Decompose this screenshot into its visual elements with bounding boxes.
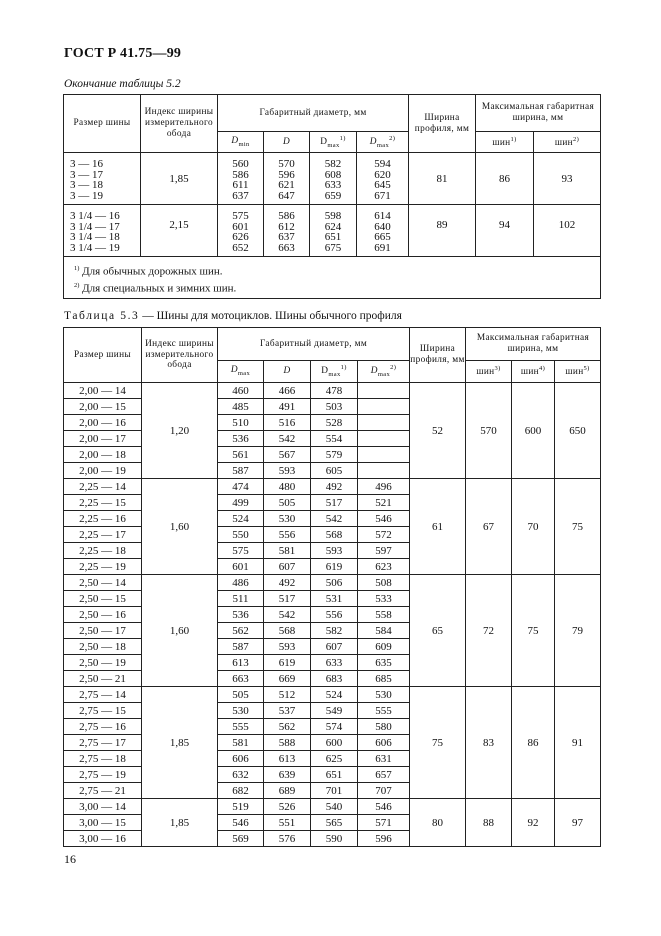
- dmin-cell: [218, 153, 264, 205]
- dmax2-value: 631: [358, 751, 410, 767]
- max-width-tire5: 97: [555, 799, 601, 847]
- tire-size: 3 1/4 — 16: [70, 210, 120, 222]
- col-header-max-width: Максимальная габаритная ширина, мм: [476, 95, 601, 132]
- footnote: [74, 279, 594, 296]
- dmin-value: 586: [232, 168, 249, 181]
- dmax1-value: 651: [311, 767, 358, 783]
- page-number: 16: [64, 852, 76, 866]
- max-width-tire1: 94: [476, 205, 534, 257]
- dmax2-value: [358, 463, 410, 479]
- table-row: [64, 383, 601, 399]
- dmax-value: 510: [218, 415, 264, 431]
- d-value: 512: [264, 687, 311, 703]
- d-value: 551: [264, 815, 311, 831]
- dmax1-value: 625: [311, 751, 358, 767]
- dmax1-value: 659: [324, 189, 342, 202]
- t53-col-header-tire3: шин$^{3)}$: [466, 361, 512, 383]
- tire-size: 2,25 — 16: [64, 511, 142, 527]
- rim-index: 1,85: [141, 153, 218, 205]
- tire-size: 2,75 — 14: [64, 687, 142, 703]
- dmax2-value: [358, 415, 410, 431]
- tire-size: 2,00 — 16: [64, 415, 142, 431]
- d-cell: [264, 153, 310, 205]
- d-value: 492: [264, 575, 311, 591]
- tire-size: 2,75 — 21: [64, 783, 142, 799]
- dmax2-value: 571: [358, 815, 410, 831]
- profile-width: 89: [409, 205, 476, 257]
- t53-col-header-dmax: $D_{max}$: [218, 361, 264, 383]
- dmax1-value: 542: [311, 511, 358, 527]
- dmax2-value: 533: [358, 591, 410, 607]
- tire-size: 2,25 — 18: [64, 543, 142, 559]
- dmin-value: 626: [232, 231, 249, 243]
- dmax1-value: 593: [311, 543, 358, 559]
- dmax2-value: [358, 383, 410, 399]
- d-value: 689: [264, 783, 311, 799]
- t53-col-header-size: Размер шины: [64, 328, 142, 383]
- d-value: 612: [278, 220, 295, 233]
- footnote-text: Для обычных дорожных шин.: [82, 265, 223, 278]
- tire-size: 2,25 — 15: [64, 495, 142, 511]
- profile-width: 81: [409, 153, 476, 205]
- dmin-value: 637: [232, 189, 249, 202]
- max-width-tire5: 75: [555, 479, 601, 575]
- dmax1-value: 528: [311, 415, 358, 431]
- d-value: 613: [264, 751, 311, 767]
- d-value: 567: [264, 447, 311, 463]
- col-header-size: Размер шины: [64, 95, 141, 153]
- tire-size: 2,25 — 17: [64, 527, 142, 543]
- profile-width: 80: [410, 799, 466, 847]
- t53-col-header-tire4: шин$^{4)}$: [512, 361, 555, 383]
- d-value: 491: [264, 399, 311, 415]
- footnote-mark: 1): [74, 265, 80, 272]
- dmax2-value: 508: [358, 575, 410, 591]
- dmax2-value: 558: [358, 607, 410, 623]
- d-value: 593: [264, 639, 311, 655]
- tire-size: 2,75 — 16: [64, 719, 142, 735]
- rim-index: 1,60: [142, 575, 218, 687]
- t53-col-header-rim-index: Индекс ширины измерительного обода: [142, 328, 218, 383]
- col-header-tire2: шин$^{2)}$: [534, 132, 601, 153]
- dmin-value: 611: [232, 179, 249, 191]
- table-row: [64, 799, 601, 815]
- d-value: 530: [264, 511, 311, 527]
- dmax1-value: 683: [311, 671, 358, 687]
- dmax1-value: 651: [324, 231, 342, 243]
- dmax-value: 606: [218, 751, 264, 767]
- tire-size: 3,00 — 16: [64, 831, 142, 847]
- tire-size-cell: [64, 153, 141, 205]
- col-header-overall-diameter: Габаритный диаметр, мм: [218, 95, 409, 132]
- tire-size: 2,25 — 14: [64, 479, 142, 495]
- dmax-value: 575: [218, 543, 264, 559]
- d-value: 621: [278, 179, 295, 191]
- dmax2-value: 609: [358, 639, 410, 655]
- dmax2-value: 606: [358, 735, 410, 751]
- tire-size-cell: [64, 205, 141, 257]
- col-header-tire1: шин$^{1)}$: [476, 132, 534, 153]
- dmax2-value: 640: [374, 220, 391, 233]
- dmax2-value: 594: [374, 158, 391, 170]
- footnotes-row: [64, 257, 601, 299]
- profile-width: 75: [410, 687, 466, 799]
- d-value: 669: [264, 671, 311, 687]
- dmax-value: 499: [218, 495, 264, 511]
- dmax2-value: [358, 399, 410, 415]
- max-width-tire2: 93: [534, 153, 601, 205]
- dmax-value: 613: [218, 655, 264, 671]
- tire-size: 2,75 — 19: [64, 767, 142, 783]
- footnote: [74, 262, 594, 279]
- d-value: 517: [264, 591, 311, 607]
- dmin-value: 575: [232, 210, 249, 222]
- dmax2-value: 671: [374, 189, 391, 202]
- dmax-value: 601: [218, 559, 264, 575]
- max-width-tire4: 600: [512, 383, 555, 479]
- dmax-value: 460: [218, 383, 264, 399]
- dmin-value: 652: [232, 241, 249, 254]
- dmax1-value: 590: [311, 831, 358, 847]
- dmax1-value: 517: [311, 495, 358, 511]
- rim-index: 1,85: [142, 799, 218, 847]
- dmax2-value: 614: [374, 210, 391, 222]
- tire-size: 2,25 — 19: [64, 559, 142, 575]
- max-width-tire5: 79: [555, 575, 601, 687]
- d-value: 639: [264, 767, 311, 783]
- tire-size: 3 1/4 — 17: [70, 220, 120, 233]
- dmax1-value: 554: [311, 431, 358, 447]
- tire-size: 2,00 — 17: [64, 431, 142, 447]
- dmax1-value: 607: [311, 639, 358, 655]
- dmax2-value: 496: [358, 479, 410, 495]
- d-value: 505: [264, 495, 311, 511]
- dmin-value: 601: [232, 220, 249, 233]
- dmax-value: 682: [218, 783, 264, 799]
- d-value: 586: [278, 210, 295, 222]
- max-width-tire3: 67: [466, 479, 512, 575]
- dmax2-value: 555: [358, 703, 410, 719]
- tire-size: 2,50 — 17: [64, 623, 142, 639]
- col-header-dmax1: $D_{max}^{1)}$: [310, 132, 357, 153]
- table-5-2-continuation-caption: Окончание таблицы 5.2: [64, 78, 181, 90]
- table-row: [64, 479, 601, 495]
- tire-size: 2,75 — 18: [64, 751, 142, 767]
- dmin-cell: [218, 205, 264, 257]
- dmax2-value: 546: [358, 799, 410, 815]
- d-value: 542: [264, 431, 311, 447]
- dmax2-value: [358, 447, 410, 463]
- dmax-value: 524: [218, 511, 264, 527]
- dmax2-value: 572: [358, 527, 410, 543]
- dmax-value: 561: [218, 447, 264, 463]
- dmax2-value: 530: [358, 687, 410, 703]
- col-header-rim-index: Индекс ширины измерительного обода: [141, 95, 218, 153]
- footnotes: [64, 257, 601, 299]
- dmax1-value: 568: [311, 527, 358, 543]
- tire-size: 3,00 — 14: [64, 799, 142, 815]
- dmax1-value: 524: [311, 687, 358, 703]
- dmax1-value: 608: [324, 168, 342, 181]
- dmax2-cell: [357, 205, 409, 257]
- dmax1-value: 503: [311, 399, 358, 415]
- dmax2-value: 584: [358, 623, 410, 639]
- dmax1-value: 633: [324, 179, 342, 191]
- dmax1-value: 600: [311, 735, 358, 751]
- tire-size: 3 — 16: [70, 158, 103, 170]
- dmax2-value: 596: [358, 831, 410, 847]
- d-value: 537: [264, 703, 311, 719]
- dmax1-value: 624: [324, 220, 342, 233]
- t53-col-header-overall-diameter: Габаритный диаметр, мм: [218, 328, 410, 361]
- d-value: 637: [278, 231, 295, 243]
- table-5-3: [63, 327, 601, 847]
- rim-index: 1,60: [142, 479, 218, 575]
- rim-index: 1,20: [142, 383, 218, 479]
- table-row: [64, 205, 601, 257]
- dmax2-value: 623: [358, 559, 410, 575]
- max-width-tire5: 650: [555, 383, 601, 479]
- d-value: 568: [264, 623, 311, 639]
- profile-width: 61: [410, 479, 466, 575]
- dmax-value: 485: [218, 399, 264, 415]
- max-width-tire3: 88: [466, 799, 512, 847]
- tire-size: 2,50 — 16: [64, 607, 142, 623]
- dmax2-value: 657: [358, 767, 410, 783]
- t53-col-header-dmax2: $D_{max}^{2)}$: [358, 361, 410, 383]
- tire-size: 2,00 — 19: [64, 463, 142, 479]
- tire-size: 3 — 17: [70, 168, 103, 181]
- dmax2-value: 707: [358, 783, 410, 799]
- dmax2-value: 645: [374, 179, 391, 191]
- tire-size: 2,50 — 19: [64, 655, 142, 671]
- dmax-value: 505: [218, 687, 264, 703]
- dmax-value: 581: [218, 735, 264, 751]
- dmax1-cell: [310, 153, 357, 205]
- dmax1-cell: [310, 205, 357, 257]
- t53-col-header-max-width: Максимальная габаритная ширина, мм: [466, 328, 601, 361]
- dmax1-value: 565: [311, 815, 358, 831]
- dmax-value: 663: [218, 671, 264, 687]
- d-value: 516: [264, 415, 311, 431]
- d-value: 570: [278, 158, 295, 170]
- dmax-value: 511: [218, 591, 264, 607]
- dmax1-value: 582: [311, 623, 358, 639]
- d-value: 562: [264, 719, 311, 735]
- dmax1-value: 633: [311, 655, 358, 671]
- dmax-value: 519: [218, 799, 264, 815]
- dmax2-value: 665: [374, 231, 391, 243]
- d-value: 480: [264, 479, 311, 495]
- tire-size: 2,50 — 15: [64, 591, 142, 607]
- col-header-dmax2: $D_{max}^{2)}$: [357, 132, 409, 153]
- tire-size: 2,50 — 18: [64, 639, 142, 655]
- dmax-value: 474: [218, 479, 264, 495]
- dmax-value: 587: [218, 639, 264, 655]
- dmax2-value: 691: [374, 241, 391, 254]
- col-header-d: D: [264, 132, 310, 153]
- max-width-tire4: 75: [512, 575, 555, 687]
- table-row: [64, 575, 601, 591]
- dmax1-value: 556: [311, 607, 358, 623]
- dmax-value: 486: [218, 575, 264, 591]
- table-5-3-caption: Таблица 5.3 — Шины для мотоциклов. Шины обычного профиля: [64, 310, 402, 322]
- max-width-tire5: 91: [555, 687, 601, 799]
- d-value: 647: [278, 189, 295, 202]
- table-row: [64, 153, 601, 205]
- dmax-value: 569: [218, 831, 264, 847]
- max-width-tire3: 83: [466, 687, 512, 799]
- dmax-value: 555: [218, 719, 264, 735]
- dmax1-value: 619: [311, 559, 358, 575]
- dmax1-value: 549: [311, 703, 358, 719]
- d-value: 607: [264, 559, 311, 575]
- tire-size: 2,75 — 17: [64, 735, 142, 751]
- dmax-value: 536: [218, 607, 264, 623]
- dmax1-value: 598: [324, 210, 342, 222]
- max-width-tire3: 72: [466, 575, 512, 687]
- d-value: 596: [278, 168, 295, 181]
- dmax2-value: 685: [358, 671, 410, 687]
- dmax-value: 562: [218, 623, 264, 639]
- max-width-tire4: 86: [512, 687, 555, 799]
- dmax1-value: 531: [311, 591, 358, 607]
- d-value: 526: [264, 799, 311, 815]
- d-value: 588: [264, 735, 311, 751]
- d-value: 542: [264, 607, 311, 623]
- dmax2-value: 546: [358, 511, 410, 527]
- dmax-value: 587: [218, 463, 264, 479]
- dmax-value: 550: [218, 527, 264, 543]
- t53-col-header-tire5: шин$^{5)}$: [555, 361, 601, 383]
- dmax1-value: 579: [311, 447, 358, 463]
- footnote-text: Для специальных и зимних шин.: [82, 282, 237, 295]
- tire-size: 2,00 — 15: [64, 399, 142, 415]
- dmax-value: 546: [218, 815, 264, 831]
- dmax2-value: 580: [358, 719, 410, 735]
- dmax1-value: 582: [324, 158, 342, 170]
- dmax1-value: 574: [311, 719, 358, 735]
- dmax1-value: 675: [324, 241, 342, 254]
- tire-size: 2,00 — 14: [64, 383, 142, 399]
- d-value: 576: [264, 831, 311, 847]
- max-width-tire1: 86: [476, 153, 534, 205]
- d-value: 619: [264, 655, 311, 671]
- footnote-mark: 2): [74, 281, 80, 289]
- tire-size: 2,50 — 21: [64, 671, 142, 687]
- tire-size: 3 — 19: [70, 189, 103, 202]
- tire-size: 2,75 — 15: [64, 703, 142, 719]
- max-width-tire3: 570: [466, 383, 512, 479]
- max-width-tire4: 70: [512, 479, 555, 575]
- d-value: 581: [264, 543, 311, 559]
- dmax-value: 536: [218, 431, 264, 447]
- dmax-value: 530: [218, 703, 264, 719]
- dmin-value: 560: [232, 158, 249, 170]
- t53-col-header-d: D: [264, 361, 311, 383]
- tire-size: 2,50 — 14: [64, 575, 142, 591]
- col-header-profile-width: Ширина профиля, мм: [409, 95, 476, 153]
- dmax1-value: 506: [311, 575, 358, 591]
- dmax2-value: 635: [358, 655, 410, 671]
- tire-size: 3 1/4 — 18: [70, 231, 120, 243]
- table-row: [64, 687, 601, 703]
- t53-col-header-profile-width: Ширина профиля, мм: [410, 328, 466, 383]
- profile-width: 52: [410, 383, 466, 479]
- dmax1-value: 478: [311, 383, 358, 399]
- d-value: 593: [264, 463, 311, 479]
- d-value: 556: [264, 527, 311, 543]
- col-header-dmin: $D_{min}$: [218, 132, 264, 153]
- d-cell: [264, 205, 310, 257]
- tire-size: 3 1/4 — 19: [70, 241, 120, 254]
- dmax2-value: [358, 431, 410, 447]
- dmax1-value: 701: [311, 783, 358, 799]
- dmax2-value: 620: [374, 168, 391, 181]
- dmax2-cell: [357, 153, 409, 205]
- dmax1-value: 605: [311, 463, 358, 479]
- dmax2-value: 597: [358, 543, 410, 559]
- t53-col-header-dmax1: $D_{max}^{1)}$: [311, 361, 358, 383]
- dmax-value: 632: [218, 767, 264, 783]
- dmax1-value: 540: [311, 799, 358, 815]
- tire-size: 3,00 — 15: [64, 815, 142, 831]
- dmax1-value: 492: [311, 479, 358, 495]
- rim-index: 2,15: [141, 205, 218, 257]
- tire-size: 2,00 — 18: [64, 447, 142, 463]
- tire-size: 3 — 18: [70, 179, 103, 191]
- max-width-tire2: 102: [534, 205, 601, 257]
- profile-width: 65: [410, 575, 466, 687]
- d-value: 663: [278, 241, 295, 254]
- table-5-2-end: [63, 94, 601, 299]
- d-value: 466: [264, 383, 311, 399]
- document-header: ГОСТ Р 41.75—99: [64, 46, 182, 61]
- dmax2-value: 521: [358, 495, 410, 511]
- max-width-tire4: 92: [512, 799, 555, 847]
- rim-index: 1,85: [142, 687, 218, 799]
